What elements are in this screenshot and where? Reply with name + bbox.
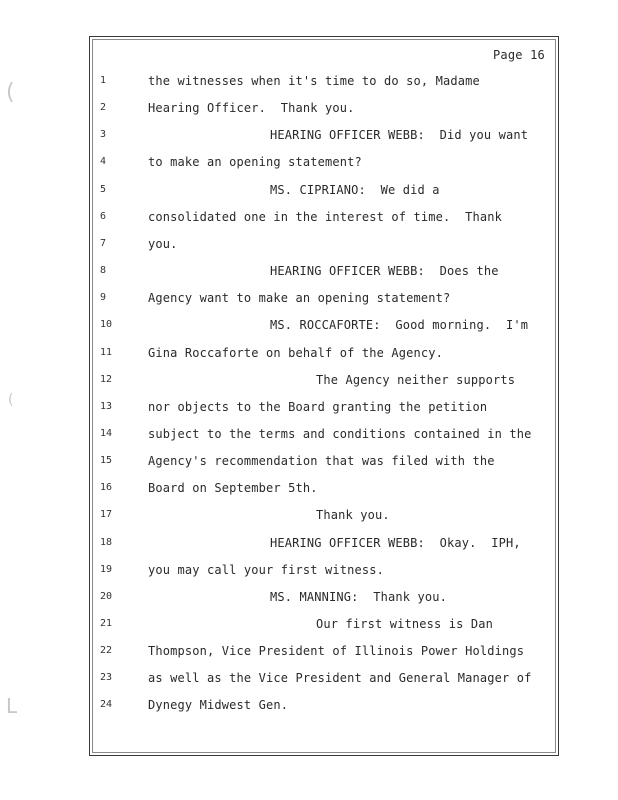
line-number: 14 xyxy=(100,428,113,439)
page-number: Page 16 xyxy=(493,48,545,62)
transcript-line: Thompson, Vice President of Illinois Power Holdings xyxy=(148,644,525,658)
line-number: 4 xyxy=(100,156,107,167)
transcript-line: HEARING OFFICER WEBB: Okay. IPH, xyxy=(270,536,521,550)
line-number: 1 xyxy=(100,75,107,86)
line-number: 20 xyxy=(100,591,113,602)
line-number: 6 xyxy=(100,211,107,222)
binder-mark: L xyxy=(6,694,18,718)
line-number: 19 xyxy=(100,564,113,575)
line-number: 13 xyxy=(100,401,113,412)
line-number: 24 xyxy=(100,699,113,710)
line-number: 15 xyxy=(100,455,113,466)
transcript-line: HEARING OFFICER WEBB: Did you want xyxy=(270,128,529,142)
transcript-line: Our first witness is Dan xyxy=(316,617,493,631)
line-number: 21 xyxy=(100,618,113,629)
transcript-line: you. xyxy=(148,237,178,251)
transcript-line: Agency want to make an opening statement? xyxy=(148,291,451,305)
line-number: 3 xyxy=(100,129,107,140)
line-number: 12 xyxy=(100,374,113,385)
transcript-line: Dynegy Midwest Gen. xyxy=(148,698,289,712)
transcript-line: Hearing Officer. Thank you. xyxy=(148,101,355,115)
transcript-line: subject to the terms and conditions contained in the xyxy=(148,427,532,441)
transcript-line: consolidated one in the interest of time. Thank xyxy=(148,210,502,224)
transcript-line: nor objects to the Board granting the petition xyxy=(148,400,488,414)
line-number: 11 xyxy=(100,347,113,358)
line-number: 16 xyxy=(100,482,113,493)
transcript-line: Thank you. xyxy=(316,508,390,522)
line-number: 22 xyxy=(100,645,113,656)
transcript-line: the witnesses when it's time to do so, Madame xyxy=(148,74,480,88)
line-number: 5 xyxy=(100,184,107,195)
transcript-line: MS. ROCCAFORTE: Good morning. I'm xyxy=(270,318,529,332)
line-number: 9 xyxy=(100,292,107,303)
binder-mark: ( xyxy=(6,80,15,105)
line-number: 18 xyxy=(100,537,113,548)
transcript-line: Gina Roccaforte on behalf of the Agency. xyxy=(148,346,443,360)
line-number: 17 xyxy=(100,509,113,520)
transcript-line: MS. CIPRIANO: We did a xyxy=(270,183,440,197)
transcript-line: The Agency neither supports xyxy=(316,373,516,387)
transcript-line: Board on September 5th. xyxy=(148,481,318,495)
binder-mark: ( xyxy=(8,392,14,408)
transcript-line: you may call your first witness. xyxy=(148,563,384,577)
transcript-line: MS. MANNING: Thank you. xyxy=(270,590,447,604)
transcript-line: Agency's recommendation that was filed with the xyxy=(148,454,495,468)
line-number: 10 xyxy=(100,319,113,330)
line-number: 2 xyxy=(100,102,107,113)
transcript-line: to make an opening statement? xyxy=(148,155,362,169)
transcript-line: HEARING OFFICER WEBB: Does the xyxy=(270,264,499,278)
line-number: 23 xyxy=(100,672,113,683)
line-number: 7 xyxy=(100,238,107,249)
transcript-line: as well as the Vice President and General Manager of xyxy=(148,671,532,685)
line-number: 8 xyxy=(100,265,107,276)
